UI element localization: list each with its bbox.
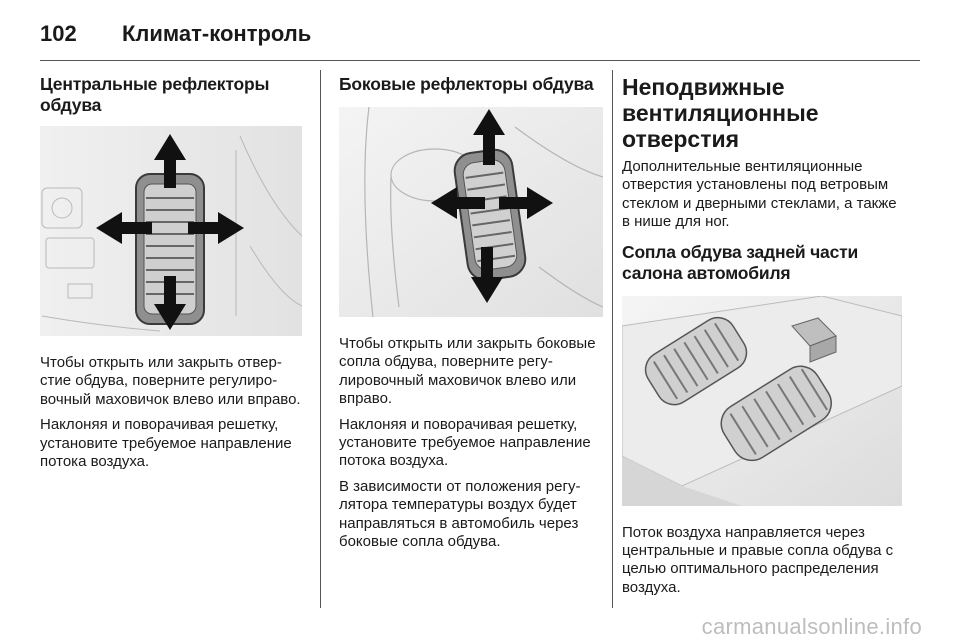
side-vent-illustration xyxy=(339,107,603,317)
section-heading-fixed-vents: Неподвижные вентиляционные отверстия xyxy=(622,74,819,152)
page-number: 102 xyxy=(40,21,77,46)
column-side-vents xyxy=(339,70,603,558)
paragraph: В зависимости от положения регулятора температуры воздух будет направляться в автомобиль через боковые сопла обдува. xyxy=(339,477,581,551)
column-divider-2 xyxy=(612,70,613,608)
column-fixed-vents xyxy=(622,70,908,604)
column-center-vents xyxy=(40,70,302,478)
paragraph: Дополнительные вентиляционные отверстия установлены под ветровым стеклом и дверными стеклами, а также в нише для ног. xyxy=(622,158,897,231)
chapter-title: Климат-контроль xyxy=(122,21,312,46)
section-heading-side-vents: Боковые рефлекторы обдува xyxy=(339,74,594,94)
paragraph: Чтобы открыть или закрыть отверстие обдува, поверните регулировочный маховичок влево или вправо. xyxy=(40,354,301,408)
header-rule xyxy=(40,60,920,61)
section-heading-rear-vents: Сопла обдува задней части салона автомобиля xyxy=(622,241,859,283)
paragraph: Поток воздуха направляется через центральные и правые сопла обдува с целью оптимального распределения воздуха. xyxy=(622,523,894,596)
center-vent-illustration xyxy=(40,126,302,336)
rear-vent-illustration xyxy=(622,296,902,506)
paragraph: Чтобы открыть или закрыть боковые сопла обдува, поверните регулировочный маховичок влево или вправо. xyxy=(339,335,596,408)
page-header xyxy=(40,14,311,54)
watermark: carmanualsonline.info xyxy=(701,614,922,639)
column-divider-1 xyxy=(320,70,321,608)
section-heading-center-vents: Центральные рефлекторы обдува xyxy=(40,74,270,115)
paragraph: Наклоняя и поворачивая решетку, установите требуемое направление потока воздуха. xyxy=(339,415,591,470)
paragraph: Наклоняя и поворачивая решетку, установите требуемое направление потока воздуха. xyxy=(40,416,292,471)
